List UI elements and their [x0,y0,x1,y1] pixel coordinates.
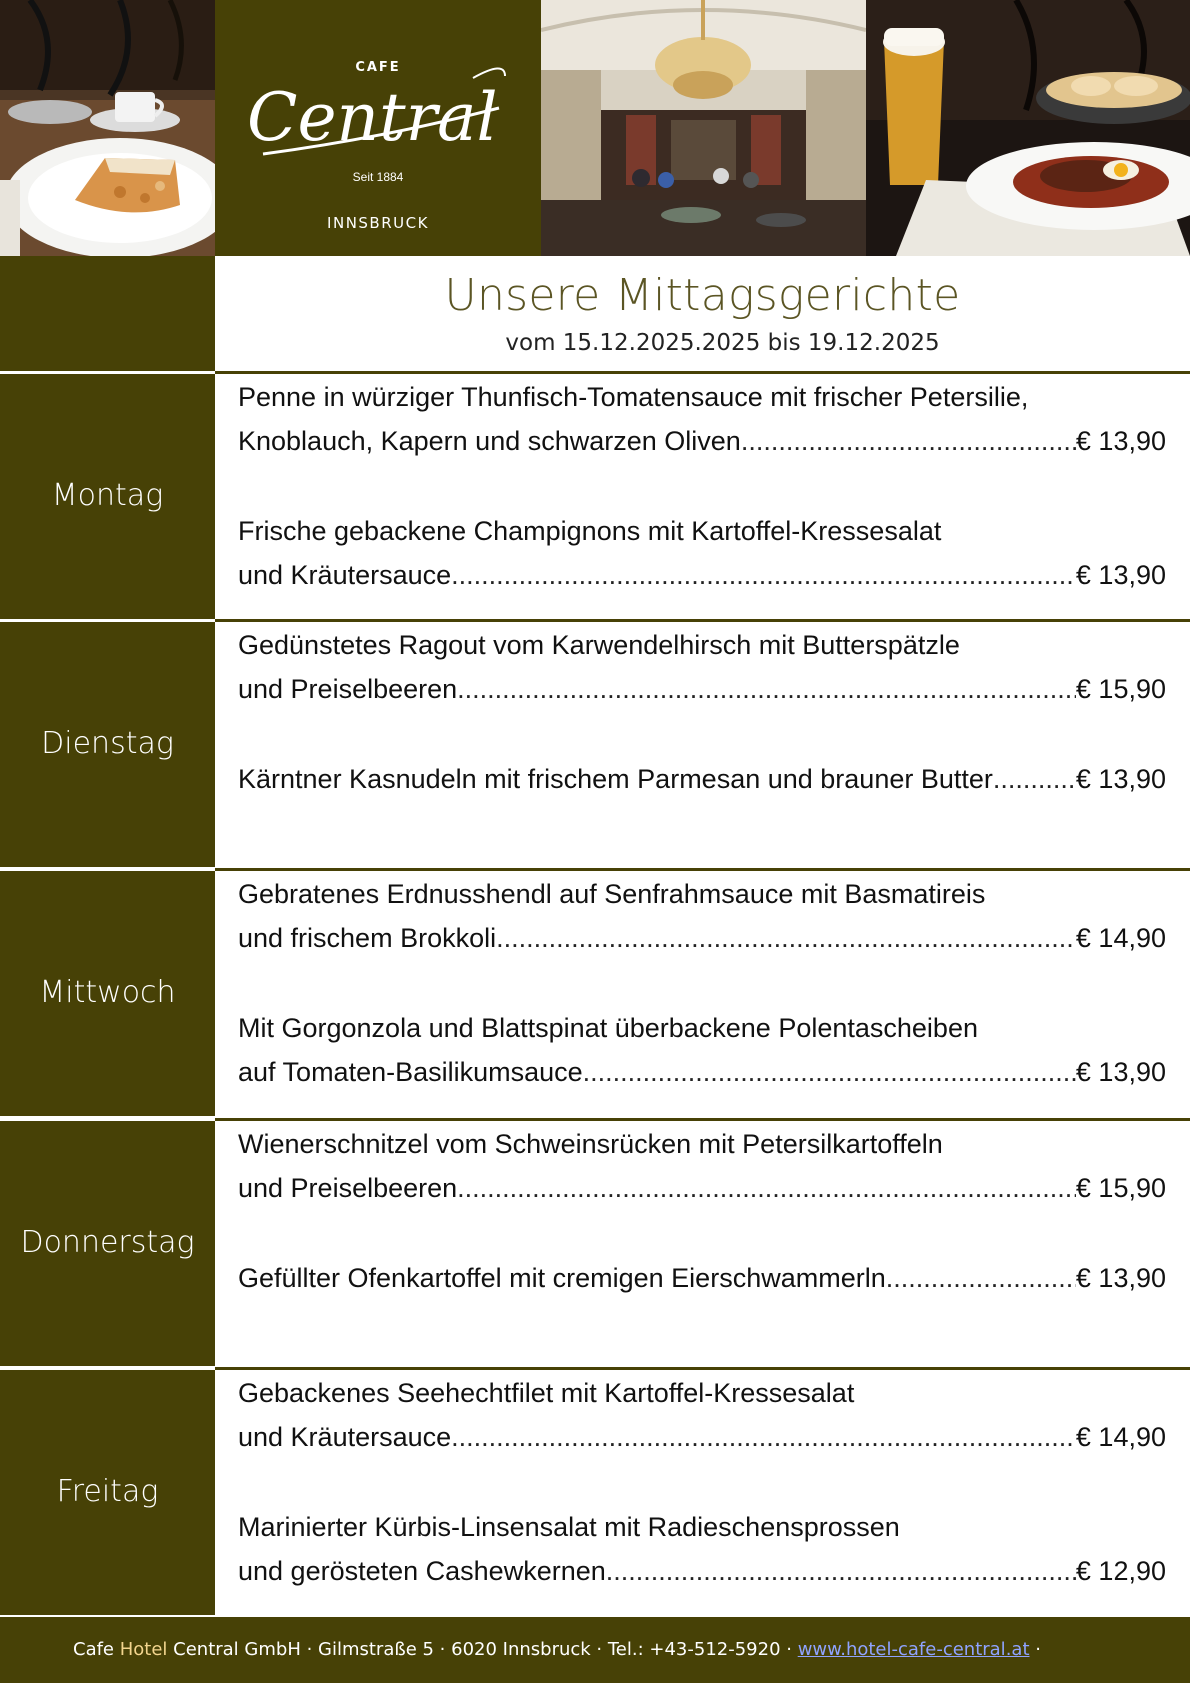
apple-strudel-coffee-photo [0,0,215,256]
divider [215,1118,1190,1121]
day-row-tuesday [0,619,1190,867]
dot-leader [496,916,1076,960]
dish-description: Wienerschnitzel vom Schweinsrücken mit Petersilkartoffeln [238,1129,943,1159]
dish-price: € 13,90 [1075,560,1166,590]
logo-cafe-text: CAFE [355,60,401,75]
day-label-monday: Montag [0,371,215,619]
sidebar-top-block [0,256,215,371]
dish-description: Gedünstetes Ragout vom Karwendelhirsch mit Butterspätzle [238,630,960,660]
dish-description: und Kräutersauce [238,560,452,590]
dish-description: Penne in würziger Thunfisch-Tomatensauce mit frischer Petersilie, [238,382,1029,412]
dish-price: € 14,90 [1075,1422,1166,1452]
dish-description: und gerösteten Cashewkernen [238,1556,606,1586]
dot-leader [451,1415,1076,1459]
dish-description: Marinierter Kürbis-Linsensalat mit Radieschensprossen [238,1512,900,1542]
dish-price: € 13,90 [1075,764,1166,794]
dish-item [238,757,1166,801]
dish-description: Knoblauch, Kapern und schwarzen Oliven [238,426,741,456]
dish-description: Gefüllter Ofenkartoffel mit cremigen Eierschwammerln [238,1263,886,1293]
dish-description: Kärntner Kasnudeln mit frischem Parmesan und brauner Butter [238,764,993,794]
divider [215,619,1190,622]
dish-item [238,375,1166,463]
logo-since-text: Seit 1884 [352,170,404,184]
dish-price: € 12,90 [1075,1556,1166,1586]
dish-item [238,1006,1166,1094]
dot-leader [886,1256,1076,1300]
dish-item [238,872,1166,960]
dish-item [238,1122,1166,1210]
divider [215,1367,1190,1370]
logo-script-text: Central [247,79,498,156]
dish-description: auf Tomaten-Basilikumsauce [238,1057,583,1087]
dish-price: € 14,90 [1075,923,1166,953]
dot-leader [457,1166,1076,1210]
website-link[interactable]: www.hotel-cafe-central.at [797,1639,1030,1660]
dish-item [238,1371,1166,1459]
footer-hotel-highlight: Hotel [119,1639,168,1660]
dish-description: und frischem Brokkoli [238,923,497,953]
dish-description: und Preiselbeeren [238,674,458,704]
day-row-thursday [0,1118,1190,1366]
beer-goulash-photo [866,0,1190,256]
day-label-thursday: Donnerstag [0,1118,215,1366]
logo-script-wordmark [243,58,513,163]
menu-date-range: vom 15.12.2025.2025 bis 19.12.2025 [505,330,940,356]
dot-leader [457,667,1076,711]
dot-leader [606,1549,1076,1593]
divider [0,1118,215,1121]
dish-description: und Kräutersauce [238,1422,452,1452]
divider [215,371,1190,374]
footer-contact [0,1617,1190,1683]
dish-price: € 15,90 [1075,674,1166,704]
divider [0,868,215,871]
logo-city-text: INNSBRUCK [327,214,429,232]
dish-price: € 13,90 [1075,1263,1166,1293]
menu-title-block [215,256,1190,371]
divider [0,619,215,622]
dish-item [238,509,1166,597]
footer-trailing-separator: · [1029,1639,1041,1660]
dish-description: Gebratenes Erdnusshendl auf Senfrahmsauce mit Basmatireis [238,879,986,909]
dish-description: und Preiselbeeren [238,1173,458,1203]
day-label-tuesday: Dienstag [0,619,215,867]
dot-leader [451,553,1076,597]
divider [215,868,1190,871]
cafe-hall-chandelier-photo [541,0,866,256]
dish-price: € 13,90 [1075,1057,1166,1087]
dish-price: € 13,90 [1075,426,1166,456]
dot-leader [993,757,1076,801]
dish-description: Mit Gorgonzola und Blattspinat überbackene Polentascheiben [238,1013,978,1043]
day-label-wednesday: Mittwoch [0,868,215,1116]
footer-company-text: Cafe [73,1639,120,1660]
dish-item [238,1256,1166,1300]
dish-item [238,1505,1166,1593]
dish-price: € 15,90 [1075,1173,1166,1203]
dish-item [238,623,1166,711]
dish-description: Gebackenes Seehechtfilet mit Kartoffel-Kressesalat [238,1378,855,1408]
day-row-wednesday [0,868,1190,1116]
dot-leader [583,1050,1076,1094]
dish-description: Frische gebackene Champignons mit Kartoffel-Kressesalat [238,516,942,546]
dot-leader [741,419,1076,463]
menu-title: Unsere Mittagsgerichte [444,270,961,321]
day-row-friday [0,1367,1190,1615]
day-label-friday: Freitag [0,1367,215,1615]
header [0,0,1190,256]
divider [0,1367,215,1370]
cafe-central-logo [215,0,541,256]
footer-address-text: Central GmbH · Gilmstraße 5 · 6020 Innsbruck · Tel.: +43-512-5920 · [167,1639,798,1660]
day-row-monday [0,371,1190,619]
divider [0,371,215,374]
